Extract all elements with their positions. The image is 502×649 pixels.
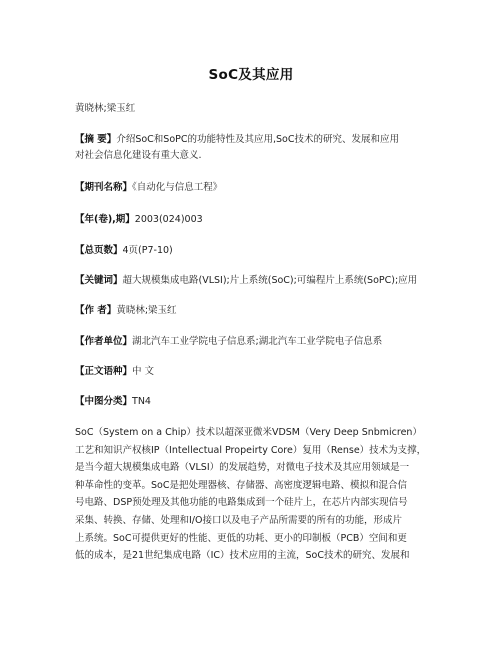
body-line: 低的成本，是21世纪集成电路（IC）技术应用的主流，SoC技术的研究、发展和 bbox=[75, 550, 410, 562]
field-value: 湖北汽车工业学院电子信息系;湖北汽车工业学院电子信息系 bbox=[132, 336, 383, 347]
body-line: 是当今超大规模集成电路（VLSI）的发展趋势，对微电子技术及其应用领域是一 bbox=[75, 462, 410, 474]
body-line: 号电路、DSP预处理及其他功能的电路集成到一个硅片上，在芯片内部实现信号 bbox=[75, 497, 408, 509]
field-value: 4页(P7-10) bbox=[122, 245, 173, 256]
field-keywords bbox=[75, 272, 417, 286]
body-text bbox=[75, 424, 435, 565]
field-label: 【关键词】 bbox=[75, 275, 123, 286]
field-value: 《自动化与信息工程》 bbox=[132, 182, 223, 193]
abstract-section bbox=[75, 132, 435, 164]
field-value: 中 文 bbox=[132, 366, 155, 377]
abstract-text-line-2: 对社会信息化建设有重大意义. bbox=[75, 150, 202, 161]
field-label: 【中图分类】 bbox=[75, 396, 133, 407]
field-label: 【总页数】 bbox=[75, 245, 123, 256]
abstract-text-line-1: 介绍SoC和SoPC的功能特性及其应用,SoC技术的研究、发展和应用 bbox=[116, 134, 399, 145]
field-value: 黄晓林;梁玉红 bbox=[116, 305, 177, 316]
field-value: TN4 bbox=[132, 396, 151, 407]
field-page-count bbox=[75, 242, 173, 256]
field-label: 【年(卷),期】 bbox=[75, 214, 135, 225]
document-title: SoC及其应用 bbox=[208, 67, 294, 83]
body-line: 采集、转换、存储、处理和I/O接口以及电子产品所需要的所有的功能，形成片 bbox=[75, 514, 402, 526]
field-label: 【作 者】 bbox=[75, 305, 117, 316]
document-authors: 黄晓林;梁玉红 bbox=[75, 103, 136, 114]
field-classification bbox=[75, 393, 151, 407]
body-line: 种革命性的变革。SoC是把处理器核、存储器、高密度逻辑电路、模拟和混合信 bbox=[75, 479, 407, 491]
field-authors bbox=[75, 302, 177, 316]
body-line: 上系统。SoC可提供更好的性能、更低的功耗、更小的印制板（PCB）空间和更 bbox=[75, 532, 407, 544]
field-label: 【正文语种】 bbox=[75, 366, 133, 377]
field-year-volume-issue bbox=[75, 211, 203, 225]
field-language bbox=[75, 363, 154, 377]
body-line: 工艺和知识产权核IP（Intellectual Propeirty Core）复用（Rense）技术为支撑， bbox=[75, 444, 427, 456]
abstract-label: 【摘 要】 bbox=[75, 134, 117, 145]
field-value: 超大规模集成电路(VLSI);片上系统(SoC);可编程片上系统(SoPC);应用 bbox=[122, 275, 418, 286]
field-journal bbox=[75, 179, 222, 193]
field-label: 【期刊名称】 bbox=[75, 182, 133, 193]
field-affiliation bbox=[75, 333, 382, 347]
field-value: 2003(024)003 bbox=[134, 214, 203, 225]
field-label: 【作者单位】 bbox=[75, 336, 133, 347]
body-line: SoC（System on a Chip）技术以超深亚微米VDSM（Very Deep Snbmicren） bbox=[75, 427, 422, 438]
